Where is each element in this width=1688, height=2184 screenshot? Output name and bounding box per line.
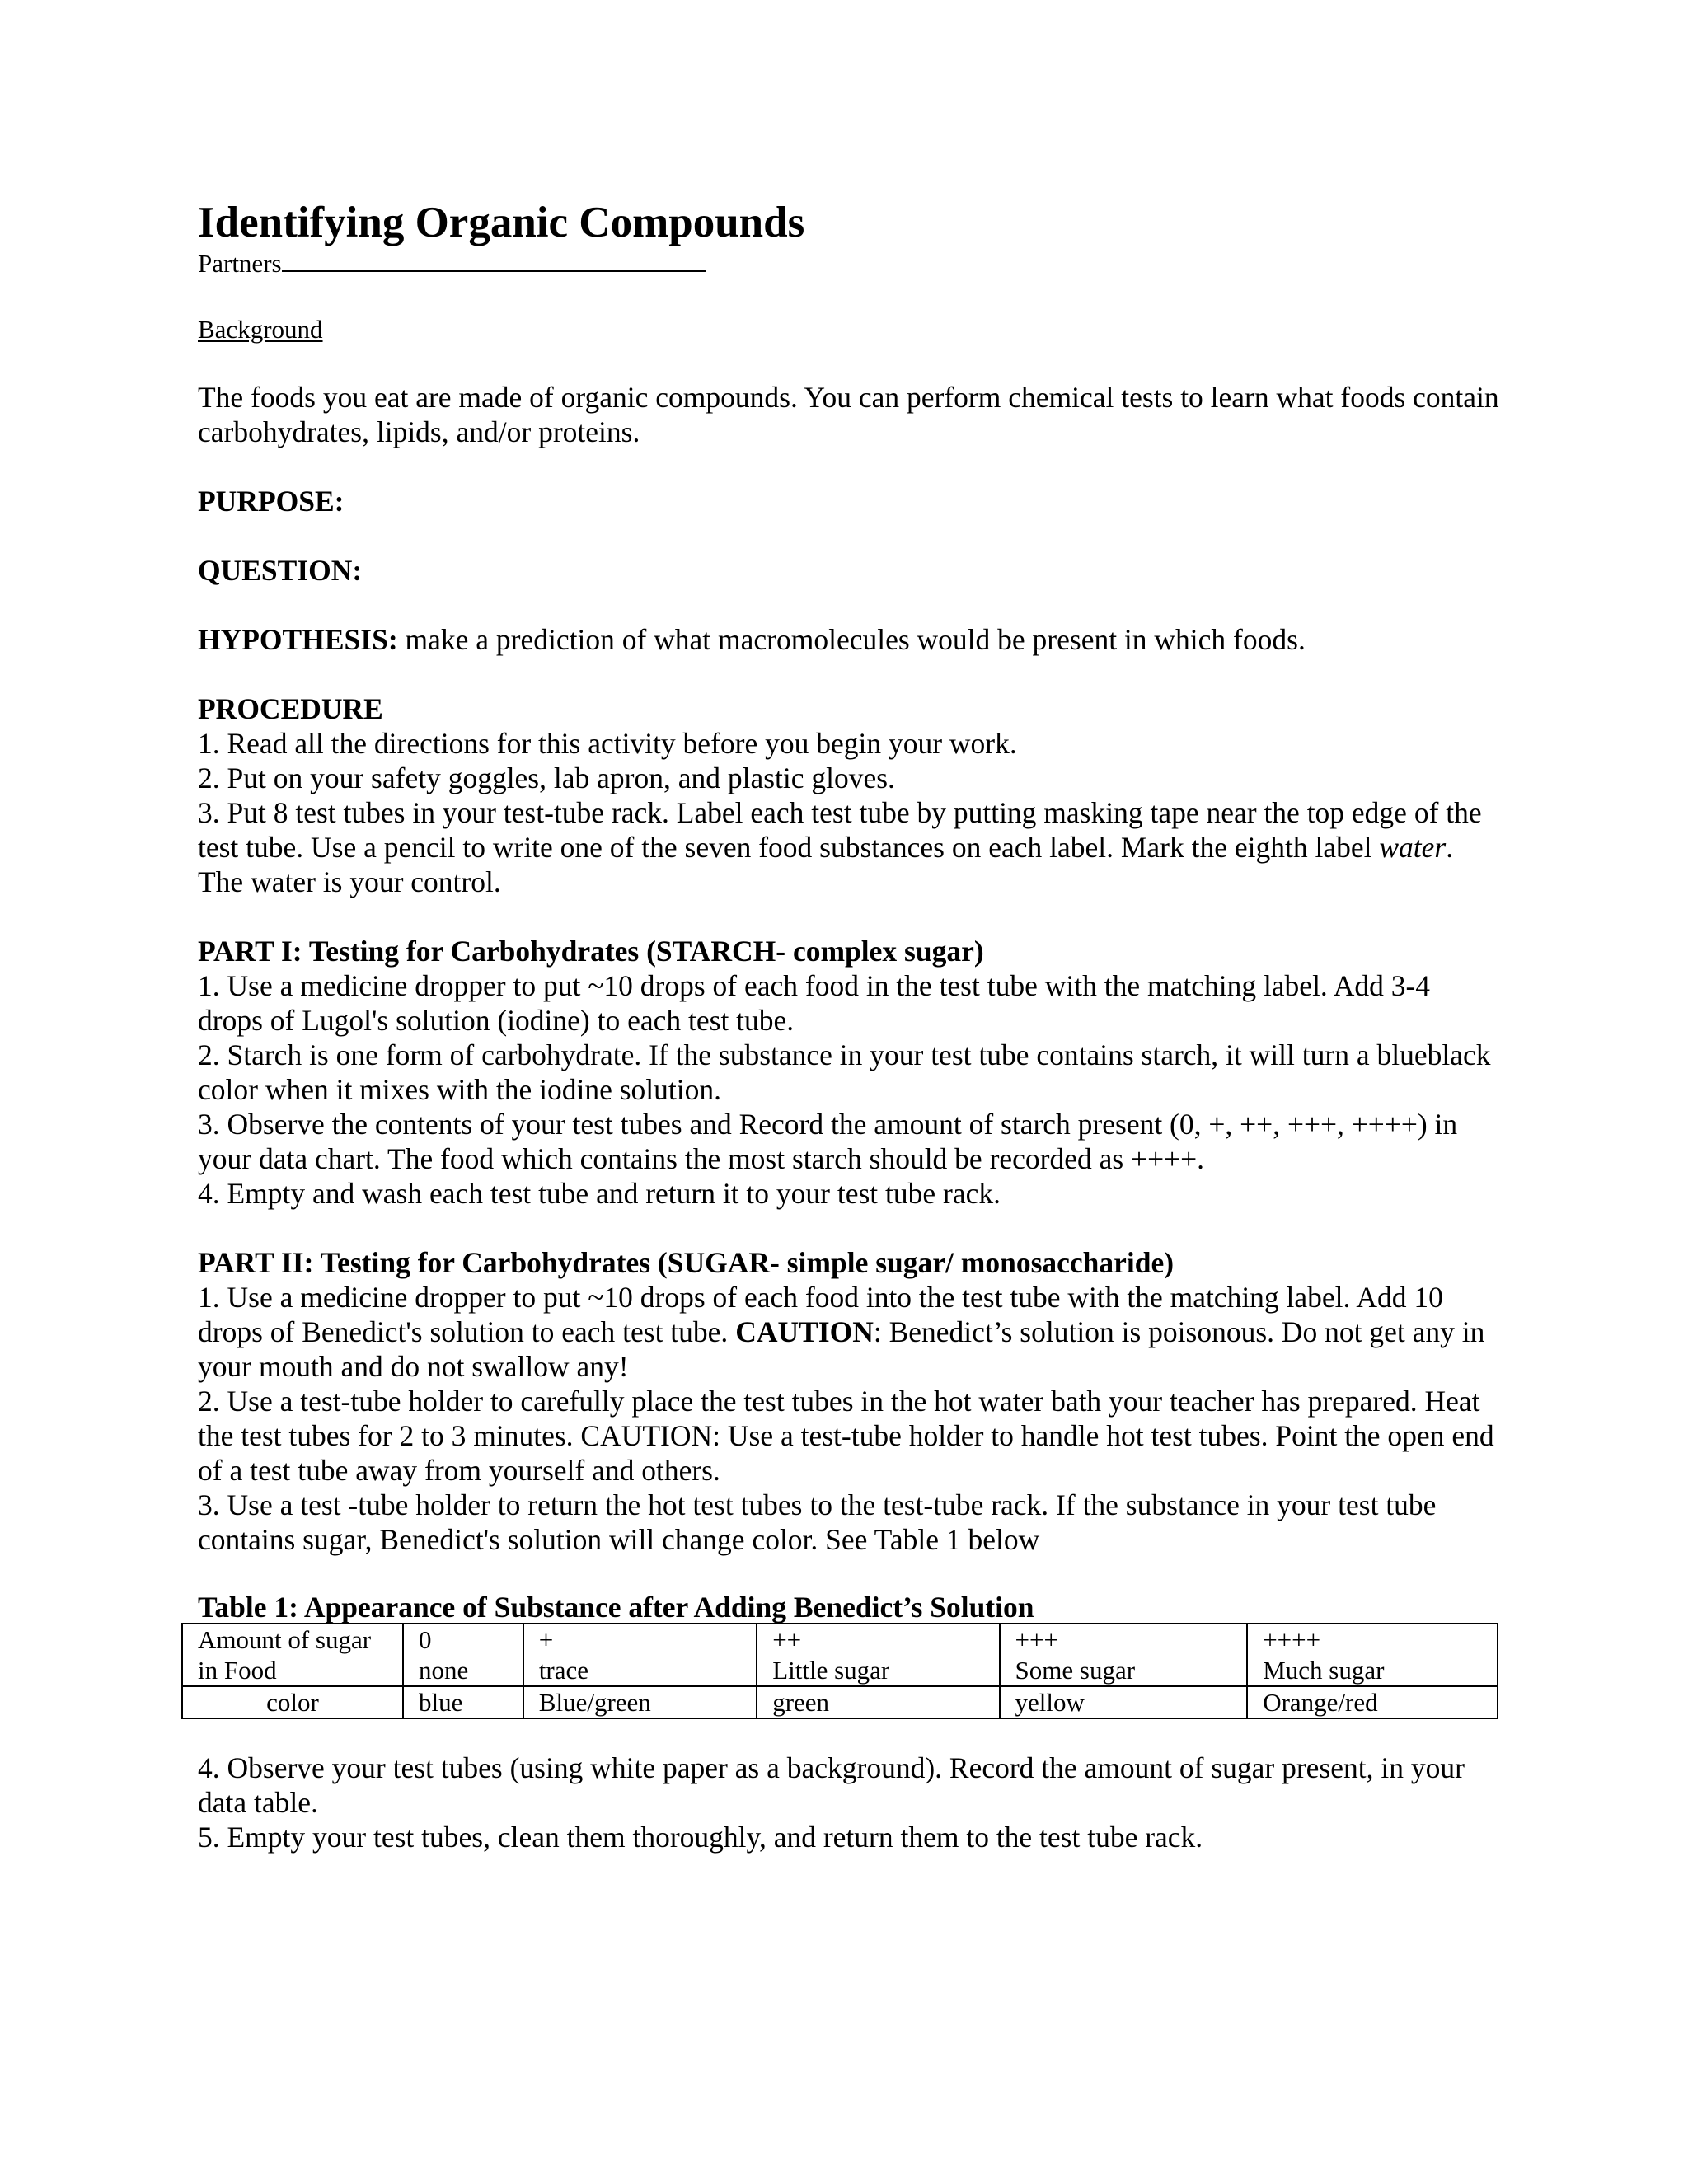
hypothesis-label: HYPOTHESIS:	[198, 623, 398, 656]
table-row	[182, 1686, 1498, 1718]
part1-step-3: 3. Observe the contents of your test tubes and Record the amount of starch present (0, +, ++, +++, ++++) in your data chart. The food which contains the most starch should be recorded as ++++.	[198, 1108, 1458, 1175]
part2-step-3: 3. Use a test -tube holder to return the hot test tubes to the test-tube rack. If the substance in your test tube contains sugar, Benedict's solution will change color. See Table 1 below	[198, 1488, 1437, 1556]
part2-heading: PART II: Testing for Carbohydrates (SUGAR- simple sugar/ monosaccharide)	[198, 1246, 1175, 1279]
procedure-step-1: 1. Read all the directions for this activity before you begin your work.	[198, 727, 1017, 760]
after-table-step-4: 4. Observe your test tubes (using white paper as a background). Record the amount of sugar present, in your data table.	[198, 1751, 1465, 1819]
table-cell: 0 none	[403, 1624, 523, 1686]
table-cell: +++ Some sugar	[1000, 1624, 1248, 1686]
question-label: QUESTION:	[198, 554, 363, 587]
after-table-step-5: 5. Empty your test tubes, clean them thoroughly, and return them to the test tube rack.	[198, 1821, 1203, 1854]
table-row	[182, 1624, 1498, 1686]
part1-step-1: 1. Use a medicine dropper to put ~10 drops of each food in the test tube with the matching label. Add 3-4 drops of Lugol's solution (iodine) to each test tube.	[198, 969, 1431, 1037]
table-cell: + trace	[523, 1624, 757, 1686]
table-cell: blue	[403, 1686, 523, 1718]
hypothesis-line	[198, 622, 1500, 657]
procedure-step-3: 3. Put 8 test tubes in your test-tube rack. Label each test tube by putting masking tape near the top edge of the test tube. Use a pencil to write one of the seven food substances on each label. Mark the eighth label water. The water is your control.	[198, 796, 1482, 898]
benedict-table	[181, 1623, 1498, 1719]
table-cell: ++ Little sugar	[757, 1624, 999, 1686]
table-cell-header: Amount of sugar in Food	[182, 1624, 403, 1686]
procedure-step-2: 2. Put on your safety goggles, lab apron, and plastic gloves.	[198, 762, 895, 794]
part1-step-2: 2. Starch is one form of carbohydrate. If the substance in your test tube contains starch, it will turn a blueblack color when it mixes with the iodine solution.	[198, 1038, 1491, 1106]
table-cell-header: color	[182, 1686, 403, 1718]
partners-label: Partners	[198, 249, 282, 278]
table-cell: green	[757, 1686, 999, 1718]
table-cell: Blue/green	[523, 1686, 757, 1718]
part2-step-1: 1. Use a medicine dropper to put ~10 drops of each food into the test tube with the matching label. Add 10 drops of Benedict's solution to each test tube. CAUTION: Benedict’s solution is poisonous. Do not get any in your mouth and do not swallow any!	[198, 1281, 1485, 1383]
hypothesis-text: make a prediction of what macromolecules would be present in which foods.	[397, 623, 1306, 656]
background-text: The foods you eat are made of organic compounds. You can perform chemical tests to learn what foods contain carbohydrates, lipids, and/or proteins.	[198, 381, 1499, 448]
purpose-label: PURPOSE:	[198, 485, 345, 518]
table-cell: ++++ Much sugar	[1247, 1624, 1498, 1686]
table-cell: Orange/red	[1247, 1686, 1498, 1718]
part1-step-4: 4. Empty and wash each test tube and return it to your test tube rack.	[198, 1177, 1001, 1210]
part2-step-2: 2. Use a test-tube holder to carefully place the test tubes in the hot water bath your teacher has prepared. Heat the test tubes for 2 to 3 minutes. CAUTION: Use a test-tube holder to handle hot test tubes. Point the open end of a test tube away from yourself and others.	[198, 1385, 1494, 1487]
partners-blank	[282, 247, 706, 272]
part1-heading: PART I: Testing for Carbohydrates (STARCH- complex sugar)	[198, 935, 984, 968]
document-page	[198, 198, 1500, 1854]
table1-title: Table 1: Appearance of Substance after Adding Benedict’s Solution	[198, 1591, 1034, 1624]
page-title: Identifying Organic Compounds	[198, 199, 805, 246]
table-cell: yellow	[1000, 1686, 1248, 1718]
procedure-heading: PROCEDURE	[198, 692, 383, 725]
partners-line	[198, 247, 1500, 279]
background-heading: Background	[198, 315, 323, 344]
